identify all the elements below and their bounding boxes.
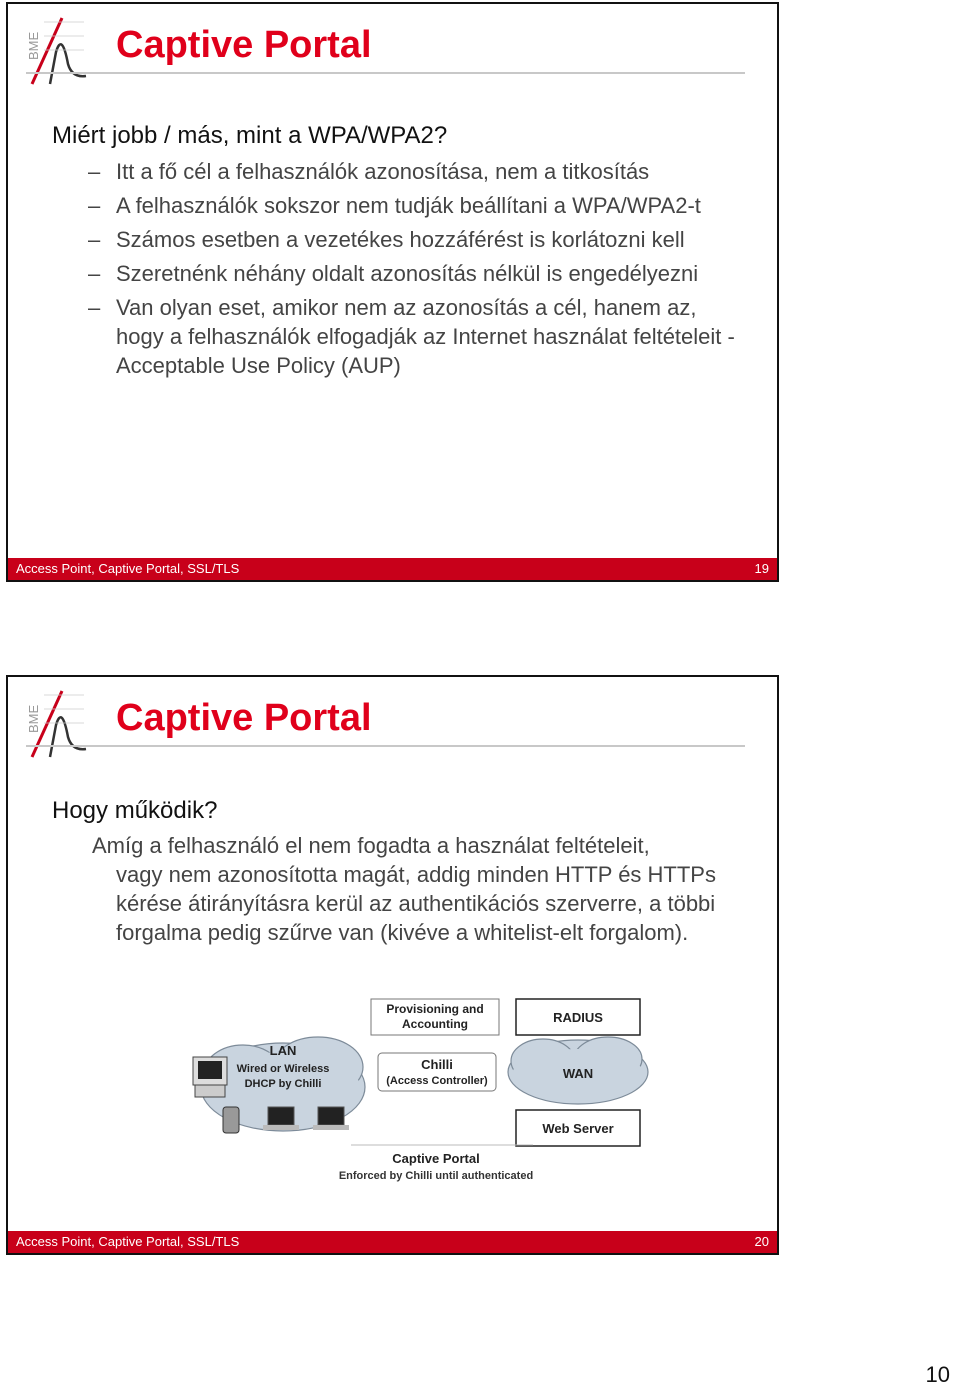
footer-text: Access Point, Captive Portal, SSL/TLS [16, 561, 240, 576]
wan-label: WAN [562, 1066, 594, 1081]
desktop-computer-icon [193, 1057, 227, 1097]
page-number: 10 [925, 1362, 950, 1387]
chilli-box [378, 1053, 496, 1091]
bullet-list [88, 157, 748, 385]
slide-heading: Hogy működik? [52, 797, 218, 824]
web-server-label: Web Server [542, 1121, 614, 1136]
radius-box [516, 999, 640, 1035]
enforced-label: Enforced by Chilli until authenticated [338, 1170, 534, 1182]
list-item: – A felhasználók sokszor nem tudják beállítani a WPA/WPA2-t [88, 191, 748, 220]
laptop-icon [313, 1107, 349, 1130]
body-line: Amíg a felhasználó el nem fogadta a használat feltételeit, [92, 833, 650, 858]
bme-logo-icon [24, 14, 94, 86]
lan-dhcp-label: DHCP by Chilli [244, 1078, 322, 1090]
phone-icon [223, 1107, 239, 1133]
lan-type-label: Wired or Wireless [236, 1063, 330, 1075]
web-server-box [516, 1110, 640, 1146]
slide-number: 19 [754, 561, 769, 576]
list-item: – Szeretnénk néhány oldalt azonosítás nélkül is engedélyezni [88, 259, 748, 288]
chilli-label: Chilli [421, 1057, 453, 1072]
slide-number: 20 [754, 1234, 769, 1249]
provisioning-label: Provisioning and [386, 1002, 484, 1016]
slide-title: Captive Portal [116, 697, 372, 739]
radius-label: RADIUS [553, 1010, 603, 1025]
logo-text: BME [26, 31, 41, 60]
bme-logo-icon [24, 687, 94, 759]
slide-heading: Miért jobb / más, mint a WPA/WPA2? [52, 122, 448, 149]
captive-portal-box [339, 1145, 533, 1182]
provisioning-box [371, 999, 499, 1035]
list-item: – Számos esetben a vezetékes hozzáférést is korlátozni kell [88, 225, 748, 254]
access-controller-label: (Access Controller) [386, 1075, 488, 1087]
footer-text: Access Point, Captive Portal, SSL/TLS [16, 1234, 240, 1249]
list-item: – Van olyan eset, amikor nem az azonosítás a cél, hanem az, hogy a felhasználók elfogadják az Internet használat feltételeit - Acceptable Use Policy (AUP) [88, 293, 748, 380]
slide-body [92, 831, 732, 947]
wan-cloud [508, 1037, 648, 1104]
network-diagram [183, 995, 703, 1199]
slide-footer [8, 558, 777, 580]
laptop-icon [263, 1107, 299, 1130]
slide-19 [6, 2, 779, 582]
lan-label: LAN [269, 1043, 297, 1058]
list-item: – Itt a fő cél a felhasználók azonosítása, nem a titkosítás [88, 157, 748, 186]
title-divider [26, 72, 745, 74]
accounting-label: Accounting [402, 1017, 468, 1031]
body-text: vagy nem azonosította magát, addig minden HTTP és HTTPs kérése átirányításra kerül az authentikációs szerverre, a többi forgalma pedig szűrve van (kivéve a whitelist-elt forgalom). [116, 862, 716, 945]
logo-text: BME [26, 704, 41, 733]
captive-portal-label: Captive Portal [392, 1151, 480, 1166]
slide-footer [8, 1231, 777, 1253]
slide-20 [6, 675, 779, 1255]
slide-title: Captive Portal [116, 24, 372, 66]
title-divider [26, 745, 745, 747]
